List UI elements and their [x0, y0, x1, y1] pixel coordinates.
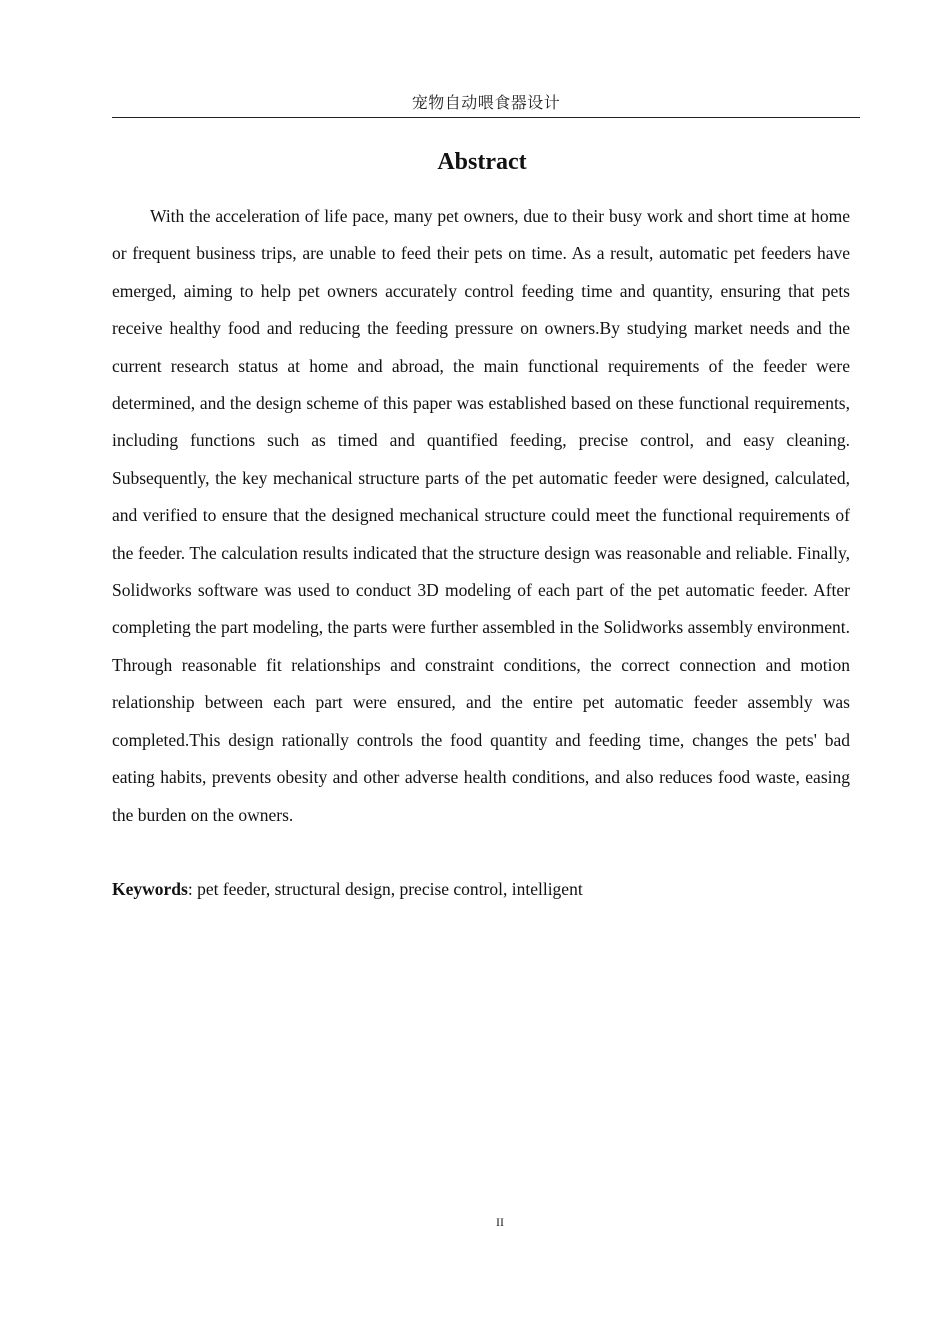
page-number: II — [496, 1215, 504, 1229]
abstract-body: With the acceleration of life pace, many pet owners, due to their busy work and short time at home or frequent business trips, are unable to feed their pets on time. As a result, automatic pet feeders have emerged, aiming to help pet owners accurately control feeding time and quantity, ensuring that pets receive healthy food and reducing the feeding pressure on owners.By studying market needs and the current research status at home and abroad, the main functional requirements of the feeder were determined, and the design scheme of this paper was established based on these functional requirements, including functions such as timed and quantified feeding, precise control, and easy cleaning. Subsequently, the key mechanical structure parts of the pet automatic feeder were designed, calculated, and verified to ensure that the designed mechanical structure could meet the functional requirements of the feeder. The calculation results indicated that the structure design was reasonable and reliable. Finally, Solidworks software was used to conduct 3D modeling of each part of the pet automatic feeder. After completing the part modeling, the parts were further assembled in the Solidworks assembly environment. Through reasonable fit relationships and constraint conditions, the correct connection and motion relationship between each part were ensured, and the entire pet automatic feeder assembly was completed.This design rationally controls the food quantity and feeding time, changes the pets' bad eating habits, prevents obesity and other adverse health conditions, and also reduces food waste, easing the burden on the owners. — [112, 206, 850, 825]
abstract-title: Abstract — [437, 149, 527, 175]
running-header-title: 宠物自动喂食器设计 — [411, 93, 561, 112]
keywords-text: : pet feeder, structural design, precise control, intelligent — [187, 879, 583, 899]
running-header — [112, 88, 860, 118]
keywords-label: Keywords — [112, 879, 188, 899]
keywords-line — [112, 871, 850, 908]
